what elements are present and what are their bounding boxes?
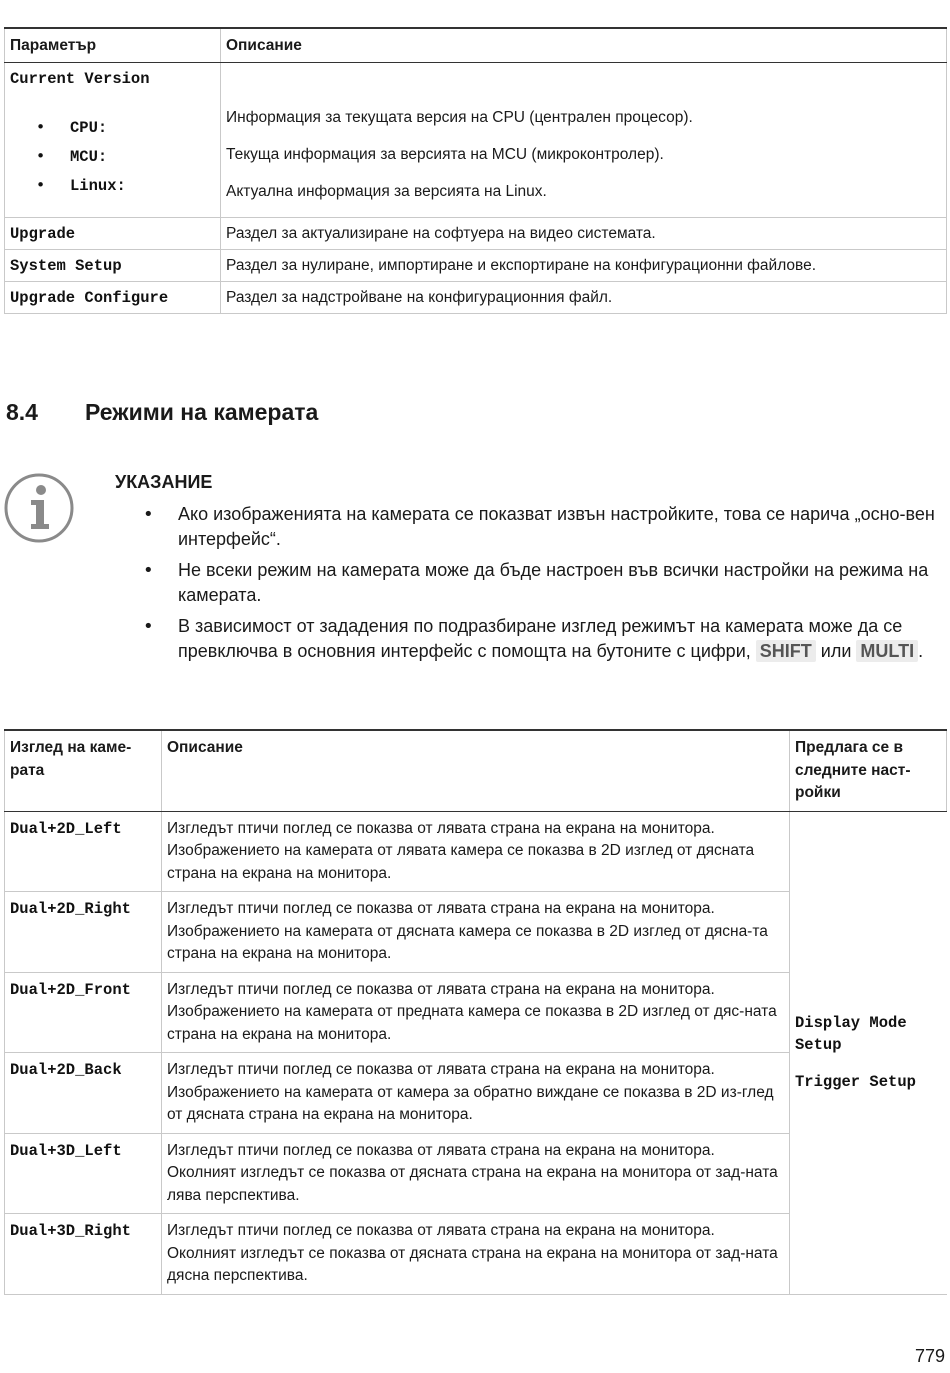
column-header: Описание bbox=[221, 28, 947, 63]
param-cell bbox=[5, 63, 221, 218]
camera-mode-description: Изгледът птичи поглед се показва от лявата страна на екрана на монитора. Изображението на камерата от камера за обратно виждане се показва в 2D из-глед от дясната страна на екрана на монитора. bbox=[162, 1053, 790, 1134]
param-name: CPU: bbox=[70, 119, 108, 137]
table-row bbox=[5, 250, 947, 282]
camera-mode-name: Dual+2D_Right bbox=[5, 892, 162, 973]
camera-mode-name: Dual+3D_Left bbox=[5, 1133, 162, 1214]
param-name: Current Version bbox=[10, 70, 150, 88]
table-row-current-version bbox=[5, 63, 947, 218]
section-title: Режими на камерата bbox=[85, 399, 319, 425]
column-header: Параметър bbox=[5, 28, 221, 63]
table-header-row bbox=[5, 730, 947, 811]
camera-mode-name: Dual+2D_Left bbox=[5, 811, 162, 892]
bullet: • bbox=[143, 616, 154, 637]
camera-mode-description: Изгледът птичи поглед се показва от лявата страна на екрана на монитора. Околният изгледът се показва от дясната страна на екрана на монитора от зад-ната лява перспектива. bbox=[162, 1133, 790, 1214]
table-row bbox=[5, 218, 947, 250]
column-header: Изглед на каме-рата bbox=[5, 730, 162, 811]
bullet: • bbox=[143, 560, 154, 581]
column-header: Описание bbox=[162, 730, 790, 811]
notice-text: . bbox=[918, 641, 924, 661]
list-item bbox=[10, 176, 126, 195]
camera-mode-description: Изгледът птичи поглед се показва от лявата страна на екрана на монитора. Околният изгледът се показва от дясната страна на екрана на монитора от зад-ната дясна перспектива. bbox=[162, 1214, 790, 1295]
notice-list bbox=[115, 502, 945, 670]
section-heading bbox=[6, 399, 318, 426]
camera-mode-description: Изгледът птичи поглед се показва от лявата страна на екрана на монитора. Изображението на камерата от лявата камера се показва в 2D изглед от дясната страна на екрана на монитора. bbox=[162, 811, 790, 892]
camera-mode-name: Dual+3D_Right bbox=[5, 1214, 162, 1295]
section-number: 8.4 bbox=[6, 399, 38, 425]
list-item bbox=[115, 558, 945, 608]
camera-mode-name: Dual+2D_Back bbox=[5, 1053, 162, 1134]
notice-title: УКАЗАНИЕ bbox=[115, 472, 213, 492]
list-item bbox=[10, 118, 107, 137]
bullet: • bbox=[36, 118, 46, 136]
offered-setting: Trigger Setup bbox=[795, 1072, 916, 1091]
list-item bbox=[10, 147, 107, 166]
bullet: • bbox=[143, 504, 154, 525]
camera-mode-description: Изгледът птичи поглед се показва от лявата страна на екрана на монитора. Изображението на камерата от предната камера се показва в 2D изглед от дяс-ната страна на екрана на монитора. bbox=[162, 972, 790, 1053]
bullet: • bbox=[36, 147, 46, 165]
param-name: MCU: bbox=[70, 148, 108, 166]
column-header: Предлага се в следните наст-ройки bbox=[790, 730, 947, 811]
camera-mode-name: Dual+2D_Front bbox=[5, 972, 162, 1053]
offered-settings-cell bbox=[790, 811, 947, 1294]
desc-cell bbox=[221, 63, 947, 218]
param-name: Linux: bbox=[70, 177, 126, 195]
parameters-table bbox=[4, 27, 947, 314]
notice-text: или bbox=[820, 641, 852, 661]
camera-mode-description: Изгледът птичи поглед се показва от лявата страна на екрана на монитора. Изображението на камерата от дясната камера се показва в 2D изглед от дясна-та страна на екрана на монитора. bbox=[162, 892, 790, 973]
info-icon bbox=[3, 472, 75, 544]
param-name: Upgrade bbox=[5, 218, 221, 250]
param-description: Текуща информация за версията на MCU (микроконтролер). bbox=[226, 146, 664, 163]
param-name: Upgrade Configure bbox=[5, 282, 221, 314]
notice-text: Не всеки режим на камерата може да бъде настроен във всички настройки на режима на камерата. bbox=[178, 560, 929, 605]
table-row bbox=[5, 811, 947, 892]
param-description: Раздел за надстройване на конфигурационния файл. bbox=[221, 282, 947, 314]
multi-key-label: MULTI bbox=[856, 640, 918, 662]
bullet: • bbox=[36, 176, 46, 194]
param-description: Раздел за нулиране, импортиране и експортиране на конфигурационни файлове. bbox=[221, 250, 947, 282]
param-description: Раздел за актуализиране на софтуера на видео системата. bbox=[221, 218, 947, 250]
list-item bbox=[115, 614, 945, 664]
table-row bbox=[5, 282, 947, 314]
shift-key-label: SHIFT bbox=[756, 640, 816, 662]
page-number: 779 bbox=[914, 1346, 945, 1366]
offered-setting: Display Mode Setup bbox=[795, 1013, 907, 1055]
notice-text: В зависимост от зададения по подразбиране изглед режимът на камерата може да се превключва в основния интерфейс с помощта на бутоните с цифри, bbox=[178, 616, 903, 661]
param-description: Информация за текущата версия на CPU (централен процесор). bbox=[226, 109, 693, 126]
camera-modes-table bbox=[4, 729, 947, 1295]
notice-text: Ако изображенията на камерата се показват извън настройките, това се нарича „осно-вен интерфейс“. bbox=[178, 504, 935, 549]
param-name: System Setup bbox=[5, 250, 221, 282]
param-description: Актуална информация за версията на Linux. bbox=[226, 183, 547, 200]
table-header-row bbox=[5, 28, 947, 63]
list-item bbox=[115, 502, 945, 552]
